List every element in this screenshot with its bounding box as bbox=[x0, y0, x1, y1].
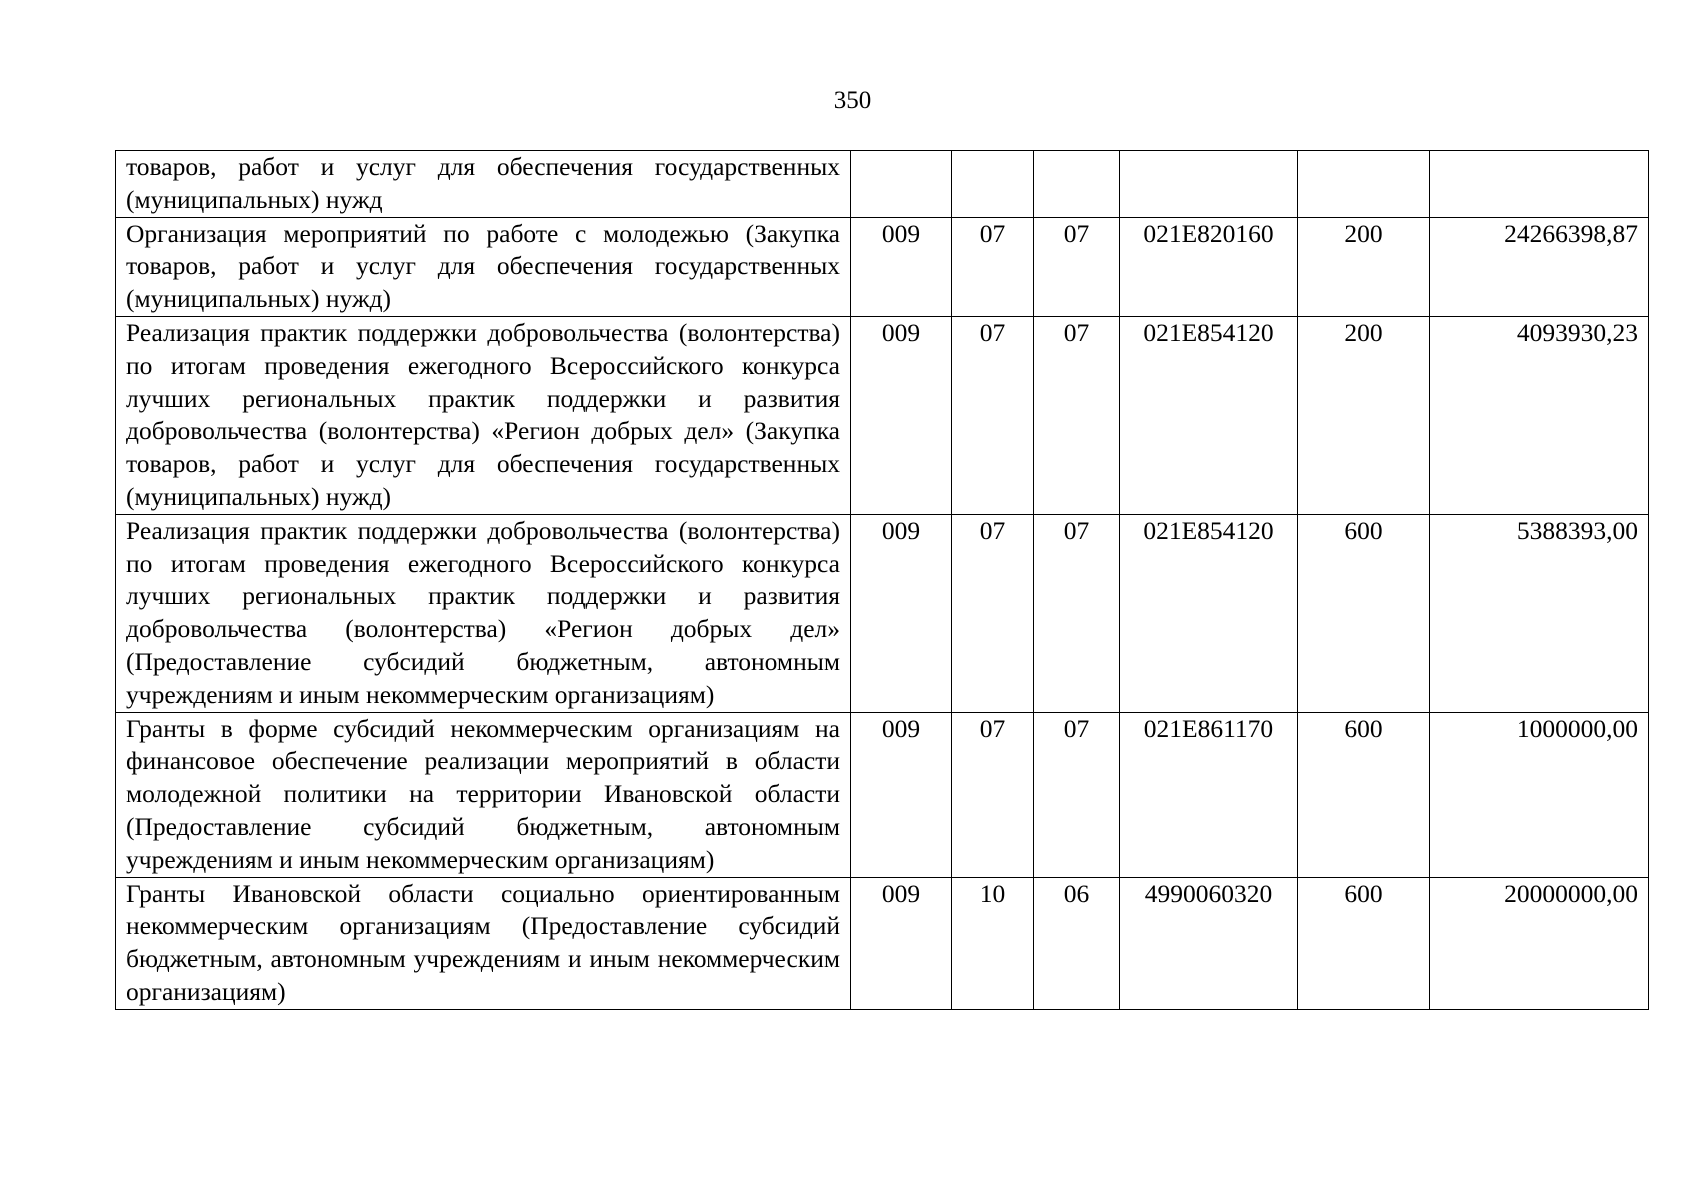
table-row bbox=[116, 217, 1649, 316]
amount-cell: 5388393,00 bbox=[1430, 514, 1649, 712]
section-code-cell bbox=[952, 151, 1034, 218]
budget-table bbox=[115, 150, 1649, 1010]
expense-type-cell bbox=[1298, 151, 1430, 218]
table-row bbox=[116, 151, 1649, 218]
target-article-cell: 021E854120 bbox=[1120, 316, 1298, 514]
expense-name-cell: товаров, работ и услуг для обеспечения государственных (муниципальных) нужд bbox=[116, 151, 851, 218]
table-row bbox=[116, 712, 1649, 877]
expense-type-cell: 600 bbox=[1298, 514, 1430, 712]
ministry-code-cell: 009 bbox=[851, 217, 952, 316]
expense-name-cell: Реализация практик поддержки добровольчества (волонтерства) по итогам проведения ежегодного Всероссийского конкурса лучших региональных практик поддержки и развития добровольчества (волонтерства) «Регион добрых дел» (Предоставление субсидий бюджетным, автономным учреждениям и иным некоммерческим организациям) bbox=[116, 514, 851, 712]
ministry-code-cell: 009 bbox=[851, 514, 952, 712]
section-code-cell: 10 bbox=[952, 877, 1034, 1009]
subsection-code-cell bbox=[1034, 151, 1120, 218]
subsection-code-cell: 07 bbox=[1034, 514, 1120, 712]
subsection-code-cell: 07 bbox=[1034, 712, 1120, 877]
ministry-code-cell: 009 bbox=[851, 316, 952, 514]
table-row bbox=[116, 877, 1649, 1009]
amount-cell: 1000000,00 bbox=[1430, 712, 1649, 877]
expense-name-cell: Реализация практик поддержки добровольчества (волонтерства) по итогам проведения ежегодного Всероссийского конкурса лучших региональных практик поддержки и развития добровольчества (волонтерства) «Регион добрых дел» (Закупка товаров, работ и услуг для обеспечения государственных (муниципальных) нужд) bbox=[116, 316, 851, 514]
ministry-code-cell: 009 bbox=[851, 877, 952, 1009]
target-article-cell: 4990060320 bbox=[1120, 877, 1298, 1009]
subsection-code-cell: 06 bbox=[1034, 877, 1120, 1009]
target-article-cell: 021E861170 bbox=[1120, 712, 1298, 877]
table-row bbox=[116, 316, 1649, 514]
amount-cell: 24266398,87 bbox=[1430, 217, 1649, 316]
expense-type-cell: 600 bbox=[1298, 877, 1430, 1009]
amount-cell bbox=[1430, 151, 1649, 218]
subsection-code-cell: 07 bbox=[1034, 217, 1120, 316]
expense-type-cell: 600 bbox=[1298, 712, 1430, 877]
section-code-cell: 07 bbox=[952, 217, 1034, 316]
expense-name-cell: Гранты Ивановской области социально ориентированным некоммерческим организациям (Предоставление субсидий бюджетным, автономным учреждениям и иным некоммерческим организациям) bbox=[116, 877, 851, 1009]
amount-cell: 4093930,23 bbox=[1430, 316, 1649, 514]
table-row bbox=[116, 514, 1649, 712]
section-code-cell: 07 bbox=[952, 712, 1034, 877]
expense-type-cell: 200 bbox=[1298, 316, 1430, 514]
amount-cell: 20000000,00 bbox=[1430, 877, 1649, 1009]
expense-name-cell: Гранты в форме субсидий некоммерческим организациям на финансовое обеспечение реализации мероприятий в области молодежной политики на территории Ивановской области (Предоставление субсидий бюджетным, автономным учреждениям и иным некоммерческим организациям) bbox=[116, 712, 851, 877]
expense-name-cell: Организация мероприятий по работе с молодежью (Закупка товаров, работ и услуг для обеспечения государственных (муниципальных) нужд) bbox=[116, 217, 851, 316]
expense-type-cell: 200 bbox=[1298, 217, 1430, 316]
subsection-code-cell: 07 bbox=[1034, 316, 1120, 514]
ministry-code-cell bbox=[851, 151, 952, 218]
section-code-cell: 07 bbox=[952, 316, 1034, 514]
ministry-code-cell: 009 bbox=[851, 712, 952, 877]
target-article-cell bbox=[1120, 151, 1298, 218]
section-code-cell: 07 bbox=[952, 514, 1034, 712]
target-article-cell: 021E820160 bbox=[1120, 217, 1298, 316]
target-article-cell: 021E854120 bbox=[1120, 514, 1298, 712]
page-number: 350 bbox=[833, 87, 872, 114]
